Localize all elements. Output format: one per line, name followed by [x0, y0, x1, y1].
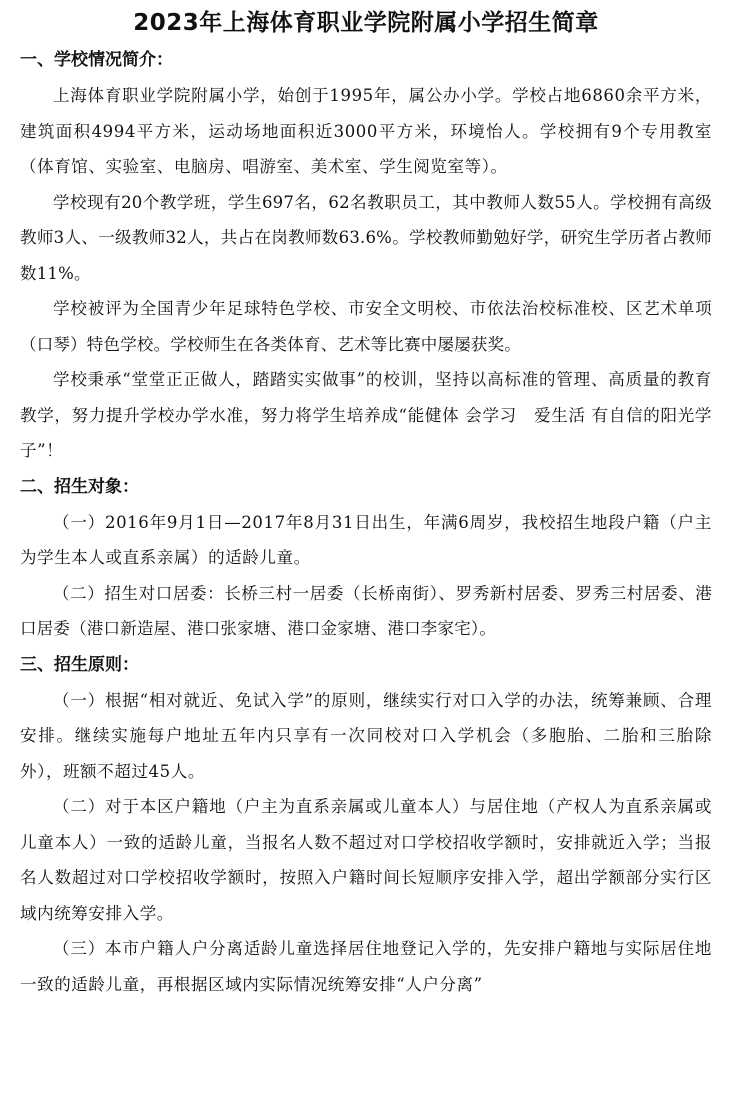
section-enrollment-principles: [20, 647, 712, 1003]
section-heading-enrollment-principles: 三、招生原则：: [20, 654, 139, 675]
section-enrollment-targets: [20, 469, 712, 647]
section-heading-school-intro: 一、学校情况简介：: [20, 50, 173, 70]
intro-paragraph-4: 学校秉承“堂堂正正做人，踏踏实实做事”的校训，坚持以高标准的管理、高质量的教育教学，努力提升学校办学水准，努力将学生培养成“能健体 会学习 爱生活 有自信的阳光学子”！: [20, 370, 712, 460]
targets-paragraph-2: （二）招生对口居委：长桥三村一居委（长桥南街）、罗秀新村居委、罗秀三村居委、港口居委（港口新造屋、港口张家塘、港口金家塘、港口李家宅）。: [20, 583, 712, 638]
principles-paragraph-1: （一）根据“相对就近、免试入学”的原则，继续实行对口入学的办法，统筹兼顾、合理安排。继续实施每户地址五年内只享有一次同校对口入学机会（多胞胎、二胎和三胎除外），班额不超过45人。: [20, 690, 712, 781]
section-heading-enrollment-targets: 二、招生对象：: [20, 476, 139, 497]
section-school-intro: [20, 42, 712, 469]
targets-paragraph-1: （一）2016年9月1日—2017年8月31日出生，年满6周岁，我校招生地段户籍（户主为学生本人或直系亲属）的适龄儿童。: [20, 512, 712, 567]
principles-paragraph-3: （三）本市户籍人户分离适龄儿童选择居住地登记入学的，先安排户籍地与实际居住地一致的适龄儿童，再根据区域内实际情况统筹安排“人户分离”: [20, 939, 712, 994]
principles-paragraph-2: （二）对于本区户籍地（户主为直系亲属或儿童本人）与居住地（产权人为直系亲属或儿童本人）一致的适龄儿童，当报名人数不超过对口学校招收学额时，安排就近入学；当报名人数超过对口学校招收学额时，按照入户籍时间长短顺序安排入学，超出学额部分实行区域内统筹安排入学。: [20, 797, 712, 923]
document-title: 2023年上海体育职业学院附属小学招生简章: [133, 10, 599, 36]
intro-paragraph-3: 学校被评为全国青少年足球特色学校、市安全文明校、市依法治校标准校、区艺术单项（口琴）特色学校。学校师生在各类体育、艺术等比赛中屡屡获奖。: [20, 299, 712, 354]
intro-paragraph-1: 上海体育职业学院附属小学，始创于1995年，属公办小学。学校占地6860余平方米，建筑面积4994平方米，运动场地面积近3000平方米，环境怡人。学校拥有9个专用教室（体育馆、实验室、电脑房、唱游室、美术室、学生阅览室等）。: [20, 86, 712, 176]
intro-paragraph-2: 学校现有20个教学班，学生697名，62名教职员工，其中教师人数55人。学校拥有高级教师3人、一级教师32人，共占在岗教师数63.6%。学校教师勤勉好学，研究生学历者占教师数11%。: [20, 192, 712, 283]
